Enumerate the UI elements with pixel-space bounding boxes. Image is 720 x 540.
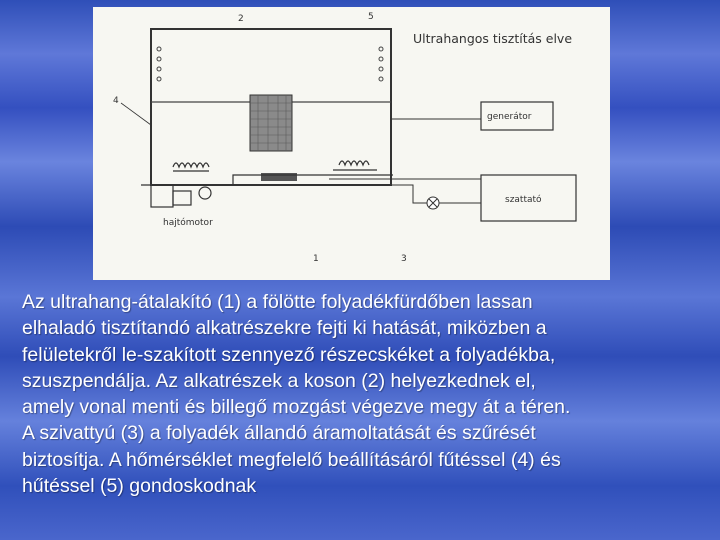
figure-title: Ultrahangos tisztítás elve bbox=[413, 31, 573, 46]
description-text bbox=[22, 289, 712, 499]
caption-line: Az ultrahang-átalakító (1) a fölötte folyadékfürdőben lassan bbox=[22, 291, 533, 313]
caption-line: A szivattyú (3) a folyadék állandó áramoltatását és szűrését bbox=[22, 422, 536, 445]
pump-label: szattató bbox=[505, 195, 542, 205]
cooling-coil-left bbox=[157, 47, 161, 81]
caption-line: amely vonal menti és billegő mozgást végezve megy át a téren. bbox=[22, 396, 571, 419]
motor-label: hajtómotor bbox=[163, 218, 213, 228]
caption-line: szuszpendálja. Az alkatrészek a koson (2) helyezkednek el, bbox=[22, 369, 536, 392]
callout-2: 2 bbox=[238, 14, 244, 24]
generator-label: generátor bbox=[487, 112, 532, 122]
heating-coil-right bbox=[333, 161, 377, 170]
callout-3: 3 bbox=[401, 254, 407, 264]
callout-1: 1 bbox=[313, 254, 319, 264]
ultrasonic-cleaning-diagram bbox=[93, 7, 610, 280]
caption-line: felületekről le-szakított szennyező részecskéket a folyadékba, bbox=[22, 343, 556, 366]
caption-line: elhaladó tisztítandó alkatrészekre fejti ki hatását, miközben a bbox=[22, 317, 547, 340]
caption-line: biztosítja. A hőmérséklet megfelelő beállításáról fűtéssel (4) és bbox=[22, 448, 561, 471]
heating-coil-left bbox=[173, 163, 209, 171]
caption-line: hűtéssel (5) gondoskodnak bbox=[22, 475, 257, 498]
callout-5: 5 bbox=[368, 12, 374, 22]
callout-4: 4 bbox=[113, 96, 119, 106]
drive-motor bbox=[141, 175, 211, 207]
transducer bbox=[261, 173, 297, 181]
cooling-coil-right bbox=[379, 47, 383, 81]
